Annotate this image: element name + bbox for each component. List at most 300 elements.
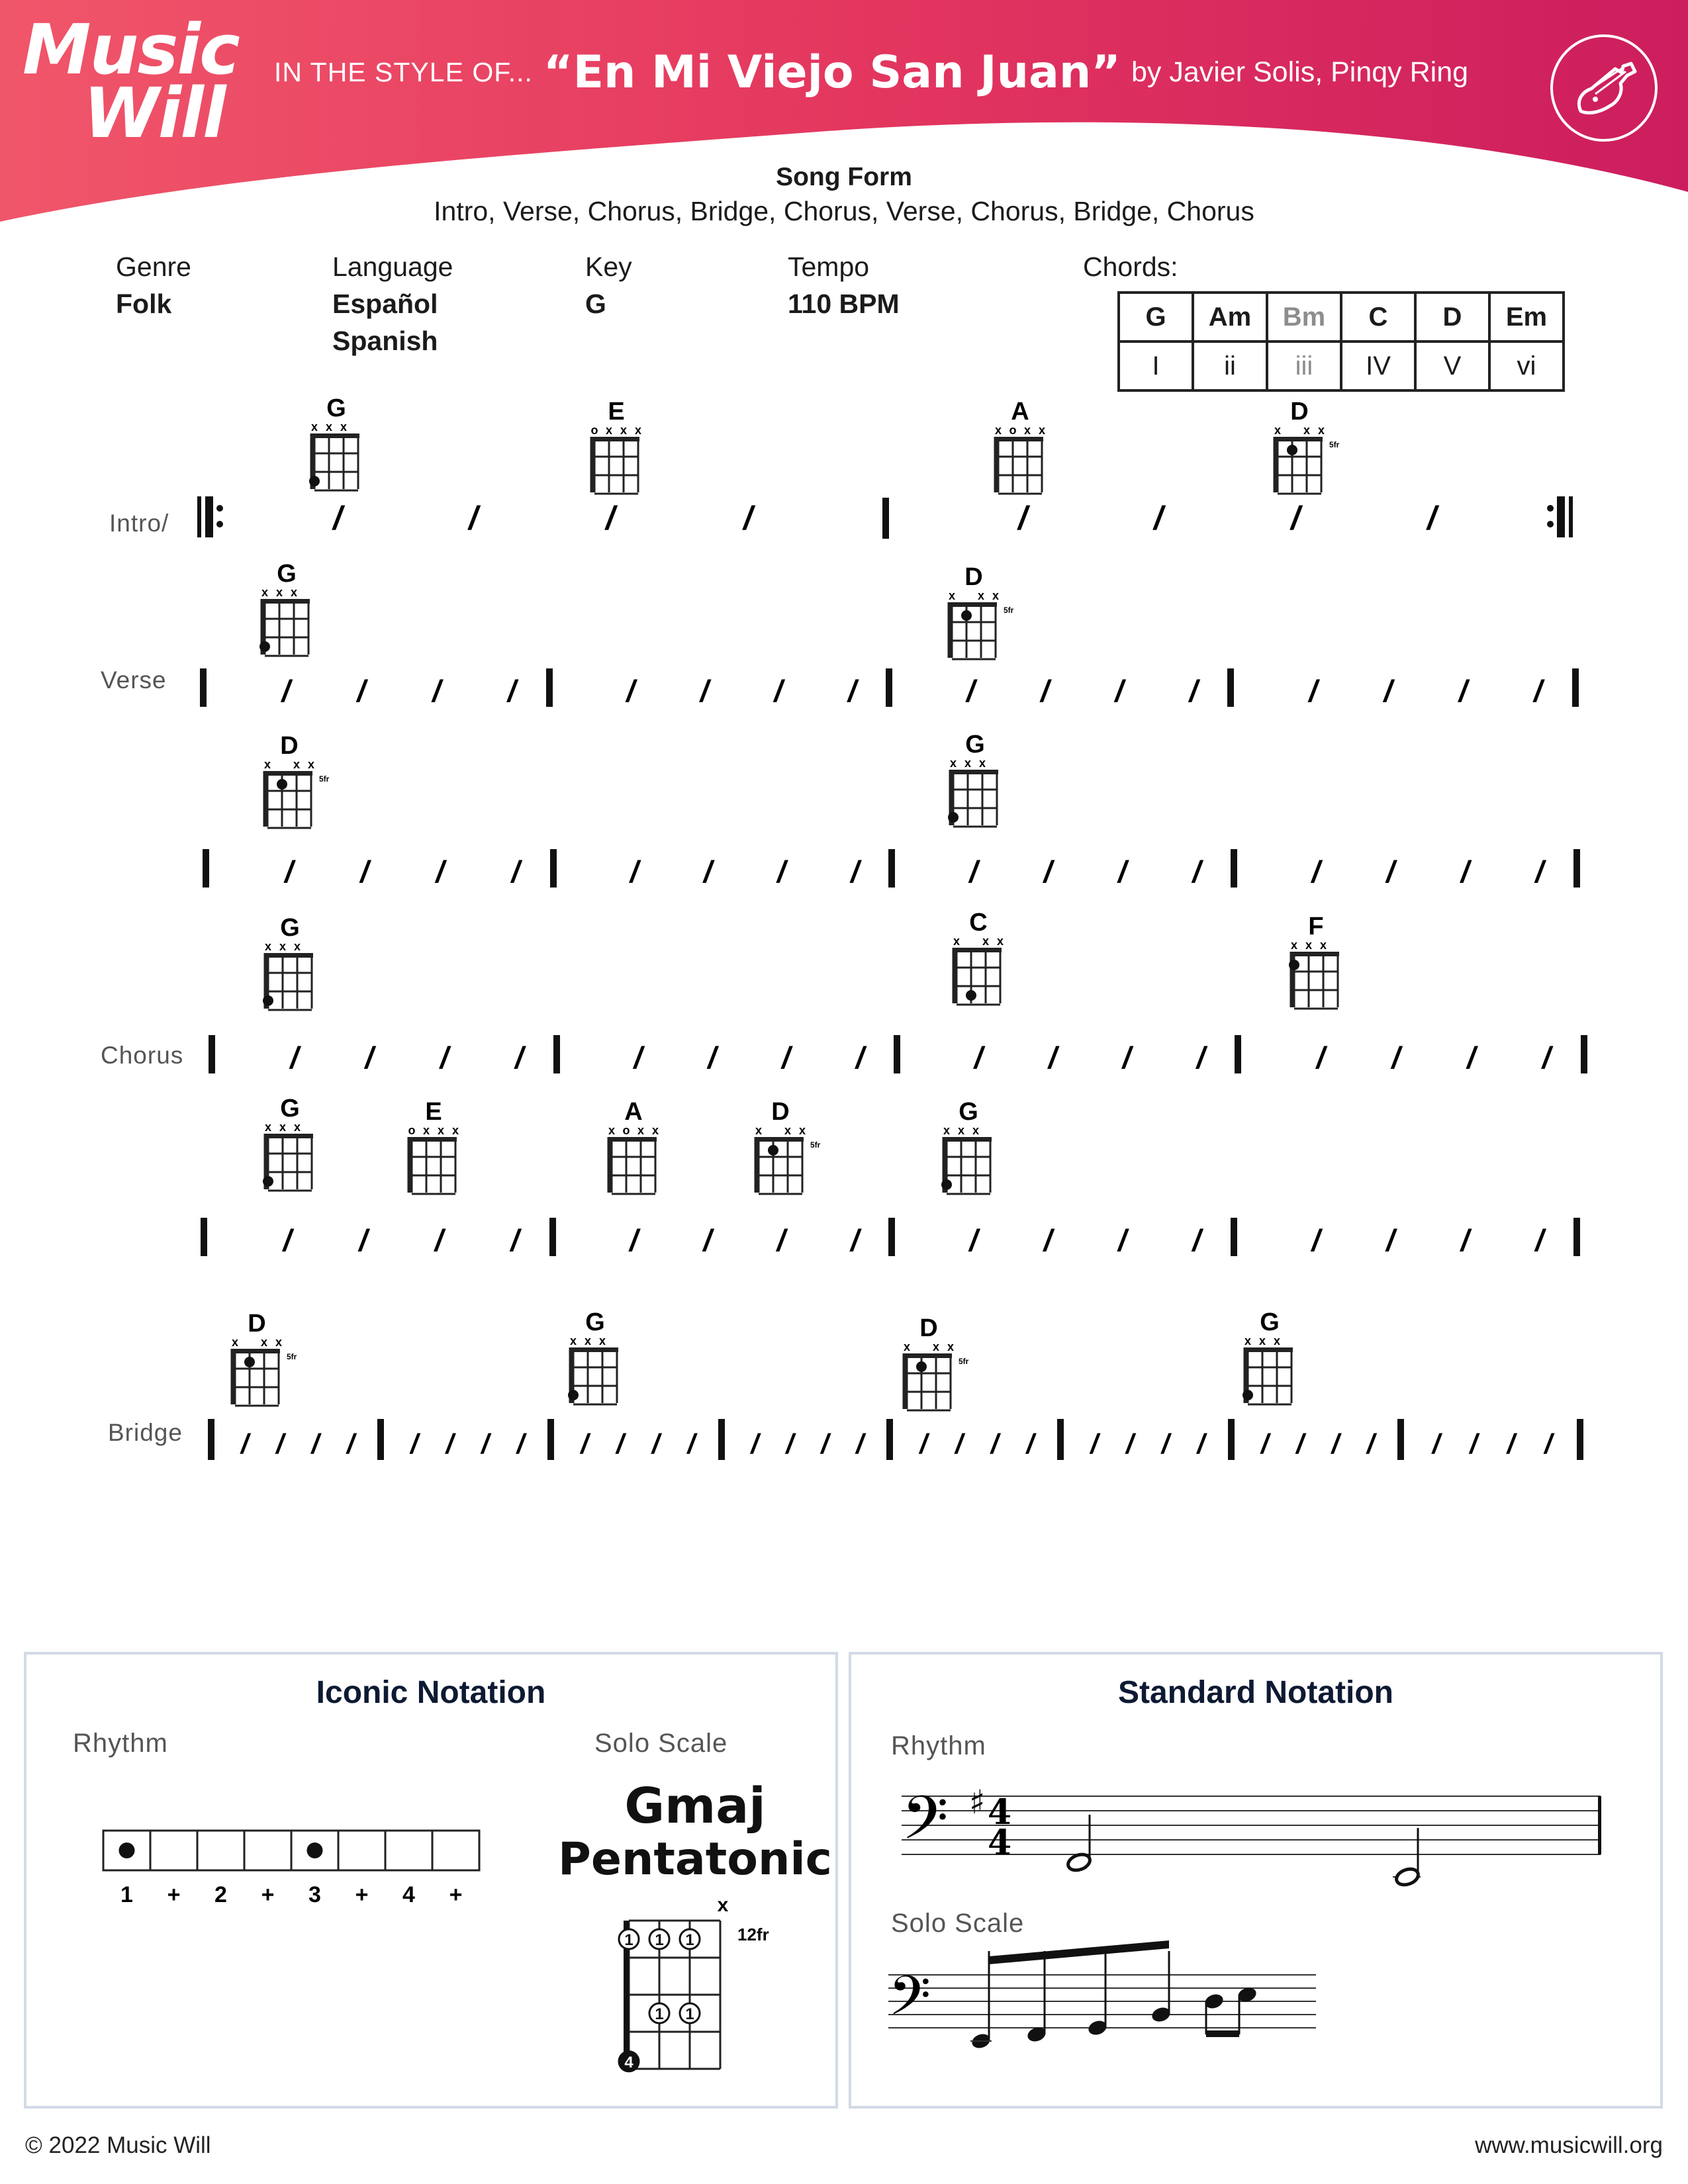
rhythm-cell	[385, 1831, 432, 1870]
section-label-verse: Verse	[101, 666, 167, 694]
language-value-1: Español	[332, 289, 438, 319]
beat-slash: /	[346, 1428, 355, 1459]
chord-diagram-name: D	[919, 1314, 938, 1342]
bar-line	[550, 849, 557, 887]
chord-numeral: ii	[1193, 341, 1267, 390]
chord-numeral: V	[1415, 341, 1489, 390]
beat-slash: /	[786, 1428, 794, 1459]
string-marker: x	[260, 1336, 268, 1349]
tempo-label: Tempo	[788, 251, 870, 282]
finger-dot	[259, 641, 270, 652]
string-marker: x	[310, 420, 318, 433]
finger-dot	[941, 1179, 952, 1190]
iconic-rhythm-label: Rhythm	[73, 1729, 168, 1758]
finger-dot	[966, 990, 976, 1001]
language-label: Language	[332, 251, 453, 282]
bar-line	[209, 1035, 215, 1073]
string-marker: x	[1274, 424, 1282, 437]
chord-diagram-name: G	[326, 394, 346, 422]
bar-line	[546, 668, 553, 707]
bar-line	[549, 1218, 556, 1256]
beat-slash: /	[511, 854, 520, 889]
bar-line	[200, 668, 207, 707]
repeat-dot	[216, 505, 223, 512]
beat-slash: /	[850, 1223, 859, 1257]
repeat-dot	[1547, 505, 1554, 512]
repeat-end-thick	[1557, 496, 1565, 537]
chord-nut	[267, 1134, 313, 1138]
beat-slash: /	[1041, 674, 1049, 708]
beat-slash: /	[1122, 1040, 1131, 1075]
fret-position-label: 5fr	[1329, 440, 1340, 449]
chord-nut	[410, 1137, 457, 1142]
chord-diagram-name: G	[585, 1308, 605, 1336]
rhythm-cell	[338, 1831, 385, 1870]
chord-diagram-name: D	[280, 732, 299, 760]
chord-diagram-name: D	[248, 1310, 266, 1338]
chord-diagram-c	[953, 909, 1004, 1005]
beat-slash: /	[700, 674, 709, 708]
chord-diagram-e	[408, 1098, 459, 1194]
beat-slash: /	[703, 854, 712, 889]
beat-slash: /	[1189, 674, 1198, 708]
beat-slash: /	[365, 1040, 374, 1075]
chord-diagram-g	[309, 394, 359, 490]
scale-finger-number: 1	[624, 1931, 633, 1949]
beat-slash: /	[626, 674, 635, 708]
chord-nut	[945, 1137, 992, 1142]
bar-line	[1572, 668, 1579, 707]
in-the-style-of: IN THE STYLE OF...	[274, 57, 533, 87]
chord-diagram-a	[995, 398, 1045, 494]
string-marker: x	[279, 1120, 287, 1134]
string-marker: x	[605, 424, 613, 437]
finger-dot	[1289, 960, 1299, 970]
rhythm-count: +	[261, 1882, 275, 1907]
beat-slash: /	[990, 1428, 999, 1459]
bar-line	[1231, 1218, 1237, 1256]
solo-bass-clef: 𝄢	[888, 1964, 931, 2041]
beat-slash: /	[919, 1428, 927, 1459]
beat-slash: /	[281, 674, 291, 708]
standard-rhythm-label: Rhythm	[891, 1731, 986, 1760]
beat-slash: /	[481, 1428, 489, 1459]
beat-slash: /	[630, 854, 639, 889]
beat-slash: /	[1542, 1040, 1551, 1075]
repeat-start-thin	[197, 496, 201, 537]
chord-nut	[572, 1347, 618, 1352]
string-marker: x	[798, 1124, 806, 1137]
chord-nut	[313, 433, 359, 438]
chord-nut	[266, 771, 312, 776]
bar-line	[1228, 1419, 1235, 1460]
string-marker: x	[949, 756, 957, 770]
repeat-start-thick	[205, 496, 213, 537]
chord-diagram-name: G	[959, 1098, 978, 1126]
bar-line	[894, 1035, 900, 1073]
bar-line	[888, 849, 895, 887]
song-byline: by Javier Solis, Pinqy Ring	[1131, 56, 1469, 88]
string-marker: x	[972, 1124, 980, 1137]
string-marker: x	[569, 1334, 577, 1347]
rhythm-count: 2	[214, 1882, 227, 1907]
beat-slash: /	[440, 1040, 449, 1075]
beat-slash: /	[974, 1040, 983, 1075]
standard-solo-label: Solo Scale	[891, 1909, 1025, 1938]
chord-diagram-f	[1289, 913, 1339, 1009]
beat-slash: /	[1018, 500, 1027, 537]
string-marker: x	[325, 420, 333, 433]
string-marker: x	[634, 424, 642, 437]
string-marker: x	[948, 589, 956, 602]
beat-slash: /	[1544, 1428, 1552, 1459]
string-marker: x	[1023, 424, 1031, 437]
beat-slash: /	[651, 1428, 660, 1459]
rhythm-cell	[244, 1831, 291, 1870]
rhythm-count: +	[355, 1882, 369, 1907]
chord-diagram-g	[1243, 1308, 1293, 1404]
chord-diagram-name: A	[624, 1098, 643, 1126]
chord-diagram-d	[264, 732, 330, 828]
beat-slash: /	[966, 674, 975, 708]
beat-slash: /	[1043, 854, 1053, 889]
string-marker: x	[451, 1124, 459, 1137]
scale-finger-number: 1	[685, 1931, 694, 1949]
chord-diagram-name: D	[1290, 398, 1309, 426]
string-marker: x	[637, 1124, 645, 1137]
string-marker: o	[1009, 424, 1017, 437]
beat-slash: /	[290, 1040, 299, 1075]
repeat-end-thin	[1569, 496, 1573, 537]
chord-nut	[952, 770, 998, 774]
finger-dot	[916, 1361, 927, 1372]
beat-slash: /	[445, 1428, 454, 1459]
string-marker: x	[903, 1340, 911, 1353]
string-marker: x	[231, 1336, 239, 1349]
repeat-dot	[1547, 521, 1554, 527]
standard-notation-title: Standard Notation	[1118, 1675, 1393, 1710]
finger-dot	[309, 476, 320, 486]
string-marker: x	[947, 1340, 955, 1353]
beat-slash: /	[743, 500, 753, 537]
beat-slash: /	[1196, 1040, 1205, 1075]
scale-name-line-1: Gmaj	[624, 1778, 766, 1835]
finger-dot	[768, 1145, 778, 1156]
beat-slash: /	[516, 1428, 525, 1459]
section-label-intro: Intro/	[109, 510, 169, 537]
chord-nut	[267, 953, 313, 958]
chord-nut	[1293, 952, 1339, 956]
bar-line	[882, 498, 889, 539]
fret-position-label: 5fr	[319, 774, 330, 784]
beat-slash: /	[357, 674, 366, 708]
key-label: Key	[585, 251, 632, 282]
fret-position-label: 5fr	[287, 1352, 297, 1361]
beat-slash: /	[432, 674, 441, 708]
beat-slash: /	[633, 1040, 643, 1075]
chord-diagram-name: D	[964, 563, 983, 591]
chord-nut	[906, 1353, 952, 1358]
chords-label: Chords:	[1083, 251, 1178, 282]
string-marker: x	[340, 420, 348, 433]
beat-slash: /	[1366, 1428, 1375, 1459]
chord-diagram-name: G	[1260, 1308, 1280, 1336]
beat-slash: /	[776, 854, 786, 889]
beat-slash: /	[510, 1223, 520, 1257]
bar-line	[888, 1218, 895, 1256]
chord-numeral: iii	[1267, 341, 1341, 390]
finger-dot	[1243, 1390, 1253, 1400]
string-marker: x	[978, 756, 986, 770]
bar-line	[1231, 849, 1237, 887]
bar-line	[1397, 1419, 1404, 1460]
beat-slash: /	[1197, 1428, 1205, 1459]
string-marker: x	[307, 758, 315, 771]
string-marker: x	[784, 1124, 792, 1137]
chord-diagram-g	[259, 560, 310, 656]
beat-slash: /	[581, 1428, 588, 1459]
bar-line	[1057, 1419, 1064, 1460]
chord-diagram-name: G	[280, 914, 300, 942]
string-marker: x	[994, 424, 1002, 437]
string-marker: x	[1244, 1334, 1252, 1347]
beat-slash: /	[507, 674, 516, 708]
website-link[interactable]: www.musicwill.org	[1475, 2132, 1663, 2158]
beat-slash: /	[1154, 500, 1163, 537]
chord-diagram-d	[949, 563, 1014, 659]
string-marker: x	[992, 589, 1000, 602]
string-marker: x	[982, 934, 990, 948]
rhythm-count: 1	[120, 1882, 133, 1907]
rhythm-cell	[432, 1831, 479, 1870]
string-marker: x	[1273, 1334, 1281, 1347]
beat-slash: /	[1161, 1428, 1170, 1459]
chord-diagram-name: A	[1011, 398, 1029, 426]
genre-value: Folk	[116, 289, 172, 319]
beat-slash: /	[855, 1040, 865, 1075]
beat-slash: /	[1115, 674, 1124, 708]
beat-slash: /	[285, 854, 293, 889]
string-marker: x	[608, 1124, 616, 1137]
finger-dot	[1287, 445, 1297, 455]
bar-line	[553, 1035, 560, 1073]
beat-slash: /	[1291, 500, 1300, 537]
string-marker: x	[755, 1124, 763, 1137]
beat-slash: /	[1118, 854, 1127, 889]
beat-slash: /	[436, 854, 445, 889]
string-marker: x	[264, 940, 272, 953]
key-value: G	[585, 289, 606, 319]
copyright: © 2022 Music Will	[25, 2132, 211, 2158]
beat-slash: /	[359, 1223, 367, 1257]
beat-slash: /	[434, 1223, 444, 1257]
chord-diagram-d	[755, 1098, 821, 1194]
rhythm-count: 4	[402, 1882, 415, 1907]
string-marker: x	[1305, 938, 1313, 952]
song-form-sequence: Intro, Verse, Chorus, Bridge, Chorus, Verse, Chorus, Bridge, Chorus	[434, 196, 1254, 226]
beat-slash: /	[1391, 1040, 1401, 1075]
chord-diagram-name: G	[965, 731, 985, 758]
beat-slash: /	[687, 1428, 696, 1459]
beat-slash: /	[708, 1040, 717, 1075]
beat-slash: /	[774, 674, 783, 708]
scale-name-line-2: Pentatonic	[557, 1833, 832, 1886]
beat-slash: /	[1260, 1428, 1269, 1459]
string-marker: x	[953, 934, 961, 948]
bar-line	[718, 1419, 725, 1460]
chord-name: C	[1341, 293, 1415, 341]
string-marker: x	[1258, 1334, 1266, 1347]
rhythm-cell	[150, 1831, 197, 1870]
finger-dot	[961, 610, 972, 621]
bar-line	[1573, 849, 1580, 887]
beat-slash: /	[1125, 1428, 1134, 1459]
chord-diagram-g	[263, 1095, 313, 1191]
string-marker: x	[275, 1336, 283, 1349]
beat-slash: /	[776, 1223, 786, 1257]
key-signature-sharp: ♯	[969, 1783, 986, 1821]
chord-numeral: IV	[1341, 341, 1415, 390]
chord-nut	[997, 437, 1043, 441]
chord-name: G	[1119, 293, 1193, 341]
chord-diagram-name: G	[277, 560, 297, 588]
fret-position-label: 5fr	[959, 1357, 969, 1366]
chord-nut	[234, 1349, 280, 1353]
chord-name: Am	[1193, 293, 1267, 341]
beat-slash: /	[703, 1223, 712, 1257]
beat-slash: /	[851, 854, 859, 889]
chord-diagram-name: E	[608, 398, 625, 426]
string-marker: x	[263, 758, 271, 771]
bar-line	[208, 1419, 214, 1460]
scale-finger-number: 1	[685, 2005, 694, 2023]
beat-slash: /	[1467, 1040, 1476, 1075]
beat-slash: /	[1331, 1428, 1340, 1459]
bar-line	[1581, 1035, 1587, 1073]
string-marker: x	[1317, 424, 1325, 437]
beat-slash: /	[311, 1428, 320, 1459]
string-marker: x	[293, 758, 301, 771]
string-marker: x	[1038, 424, 1046, 437]
standard-notation-box	[849, 1652, 1663, 2109]
scale-fret-label: 12fr	[737, 1925, 769, 1944]
string-marker: x	[293, 1120, 301, 1134]
beat-slash: /	[1026, 1428, 1035, 1459]
beat-slash: /	[1043, 1223, 1053, 1257]
chord-numeral: I	[1119, 341, 1193, 390]
chord-name: D	[1415, 293, 1489, 341]
chord-name: Bm	[1267, 293, 1341, 341]
string-marker: o	[622, 1124, 630, 1137]
chord-diagram-d	[232, 1310, 297, 1406]
beat-slash: /	[1309, 674, 1317, 708]
beat-slash: /	[276, 1428, 284, 1459]
string-marker: x	[1319, 938, 1327, 952]
rhythm-final-barline	[1598, 1796, 1601, 1854]
finger-dot	[244, 1357, 255, 1367]
chord-nut	[610, 1137, 657, 1142]
bar-line	[886, 668, 892, 707]
beat-slash: /	[1386, 854, 1395, 889]
string-marker: x	[437, 1124, 445, 1137]
rhythm-count: +	[167, 1882, 181, 1907]
rhythm-cell	[197, 1831, 244, 1870]
scale-finger-number: 1	[655, 2005, 664, 2023]
chord-diagram-d	[1274, 398, 1340, 494]
rhythm-hit-dot	[307, 1843, 323, 1858]
beat-slash: /	[606, 500, 615, 537]
chord-name: Em	[1489, 293, 1564, 341]
section-label-chorus: Chorus	[101, 1042, 184, 1069]
beat-slash: /	[847, 674, 857, 708]
beat-slash: /	[1432, 1428, 1440, 1459]
iconic-notation-title: Iconic Notation	[316, 1675, 546, 1710]
logo-line-1: Music	[23, 9, 239, 90]
bar-line	[201, 1218, 207, 1256]
rhythm-hit-dot	[119, 1843, 135, 1858]
string-marker: x	[977, 589, 985, 602]
finger-dot	[568, 1390, 579, 1400]
chord-diagram-name: G	[280, 1095, 300, 1122]
beat-slash: /	[856, 1428, 864, 1459]
beat-slash: /	[1192, 854, 1201, 889]
string-marker: x	[598, 1334, 606, 1347]
song-form-title: Song Form	[776, 163, 912, 191]
string-marker: x	[275, 586, 283, 599]
beat-slash: /	[1383, 674, 1393, 708]
fret-position-label: 5fr	[1004, 606, 1014, 615]
beat-slash: /	[283, 1223, 292, 1257]
beat-slash: /	[240, 1428, 249, 1459]
finger-dot	[263, 1176, 273, 1187]
solo-scale-fretboard	[619, 1894, 769, 2071]
bar-line	[1577, 1419, 1583, 1460]
standard-notation-graphics	[851, 1655, 1660, 2106]
chord-diagram-a	[608, 1098, 659, 1194]
language-value-2: Spanish	[332, 326, 438, 356]
beat-slash: /	[1535, 1223, 1544, 1257]
beat-slash: /	[630, 1223, 638, 1257]
scale-finger-number: 1	[655, 1931, 664, 1949]
fret-position-label: 5fr	[810, 1140, 821, 1150]
iconic-notation-graphics	[26, 1655, 835, 2106]
string-marker: x	[957, 1124, 965, 1137]
chord-nut	[955, 948, 1002, 952]
bar-line	[203, 849, 209, 887]
beat-slash: /	[1460, 1223, 1470, 1257]
chord-diagram-name: F	[1308, 913, 1324, 940]
string-marker: x	[293, 940, 301, 953]
beat-slash: /	[1507, 1428, 1515, 1459]
string-marker: x	[1303, 424, 1311, 437]
song-title: “En Mi Viejo San Juan”	[543, 46, 1121, 99]
scale-finger-number: 4	[624, 2053, 633, 2071]
scale-string-marker: x	[717, 1894, 729, 1916]
chord-diagram-name: D	[771, 1098, 790, 1126]
rhythm-grid	[103, 1831, 479, 1907]
beat-slash: /	[1535, 854, 1544, 889]
beat-slash: /	[1533, 674, 1542, 708]
chord-diagram-g	[948, 731, 998, 827]
beat-slash: /	[1386, 1223, 1395, 1257]
section-label-bridge: Bridge	[108, 1419, 183, 1446]
beat-slash: /	[1090, 1428, 1098, 1459]
note-beam	[989, 1940, 1169, 1964]
rhythm-count: 3	[308, 1882, 321, 1907]
finger-dot	[277, 779, 287, 790]
beat-slash: /	[410, 1428, 418, 1459]
time-signature-bottom: 4	[988, 1823, 1012, 1863]
